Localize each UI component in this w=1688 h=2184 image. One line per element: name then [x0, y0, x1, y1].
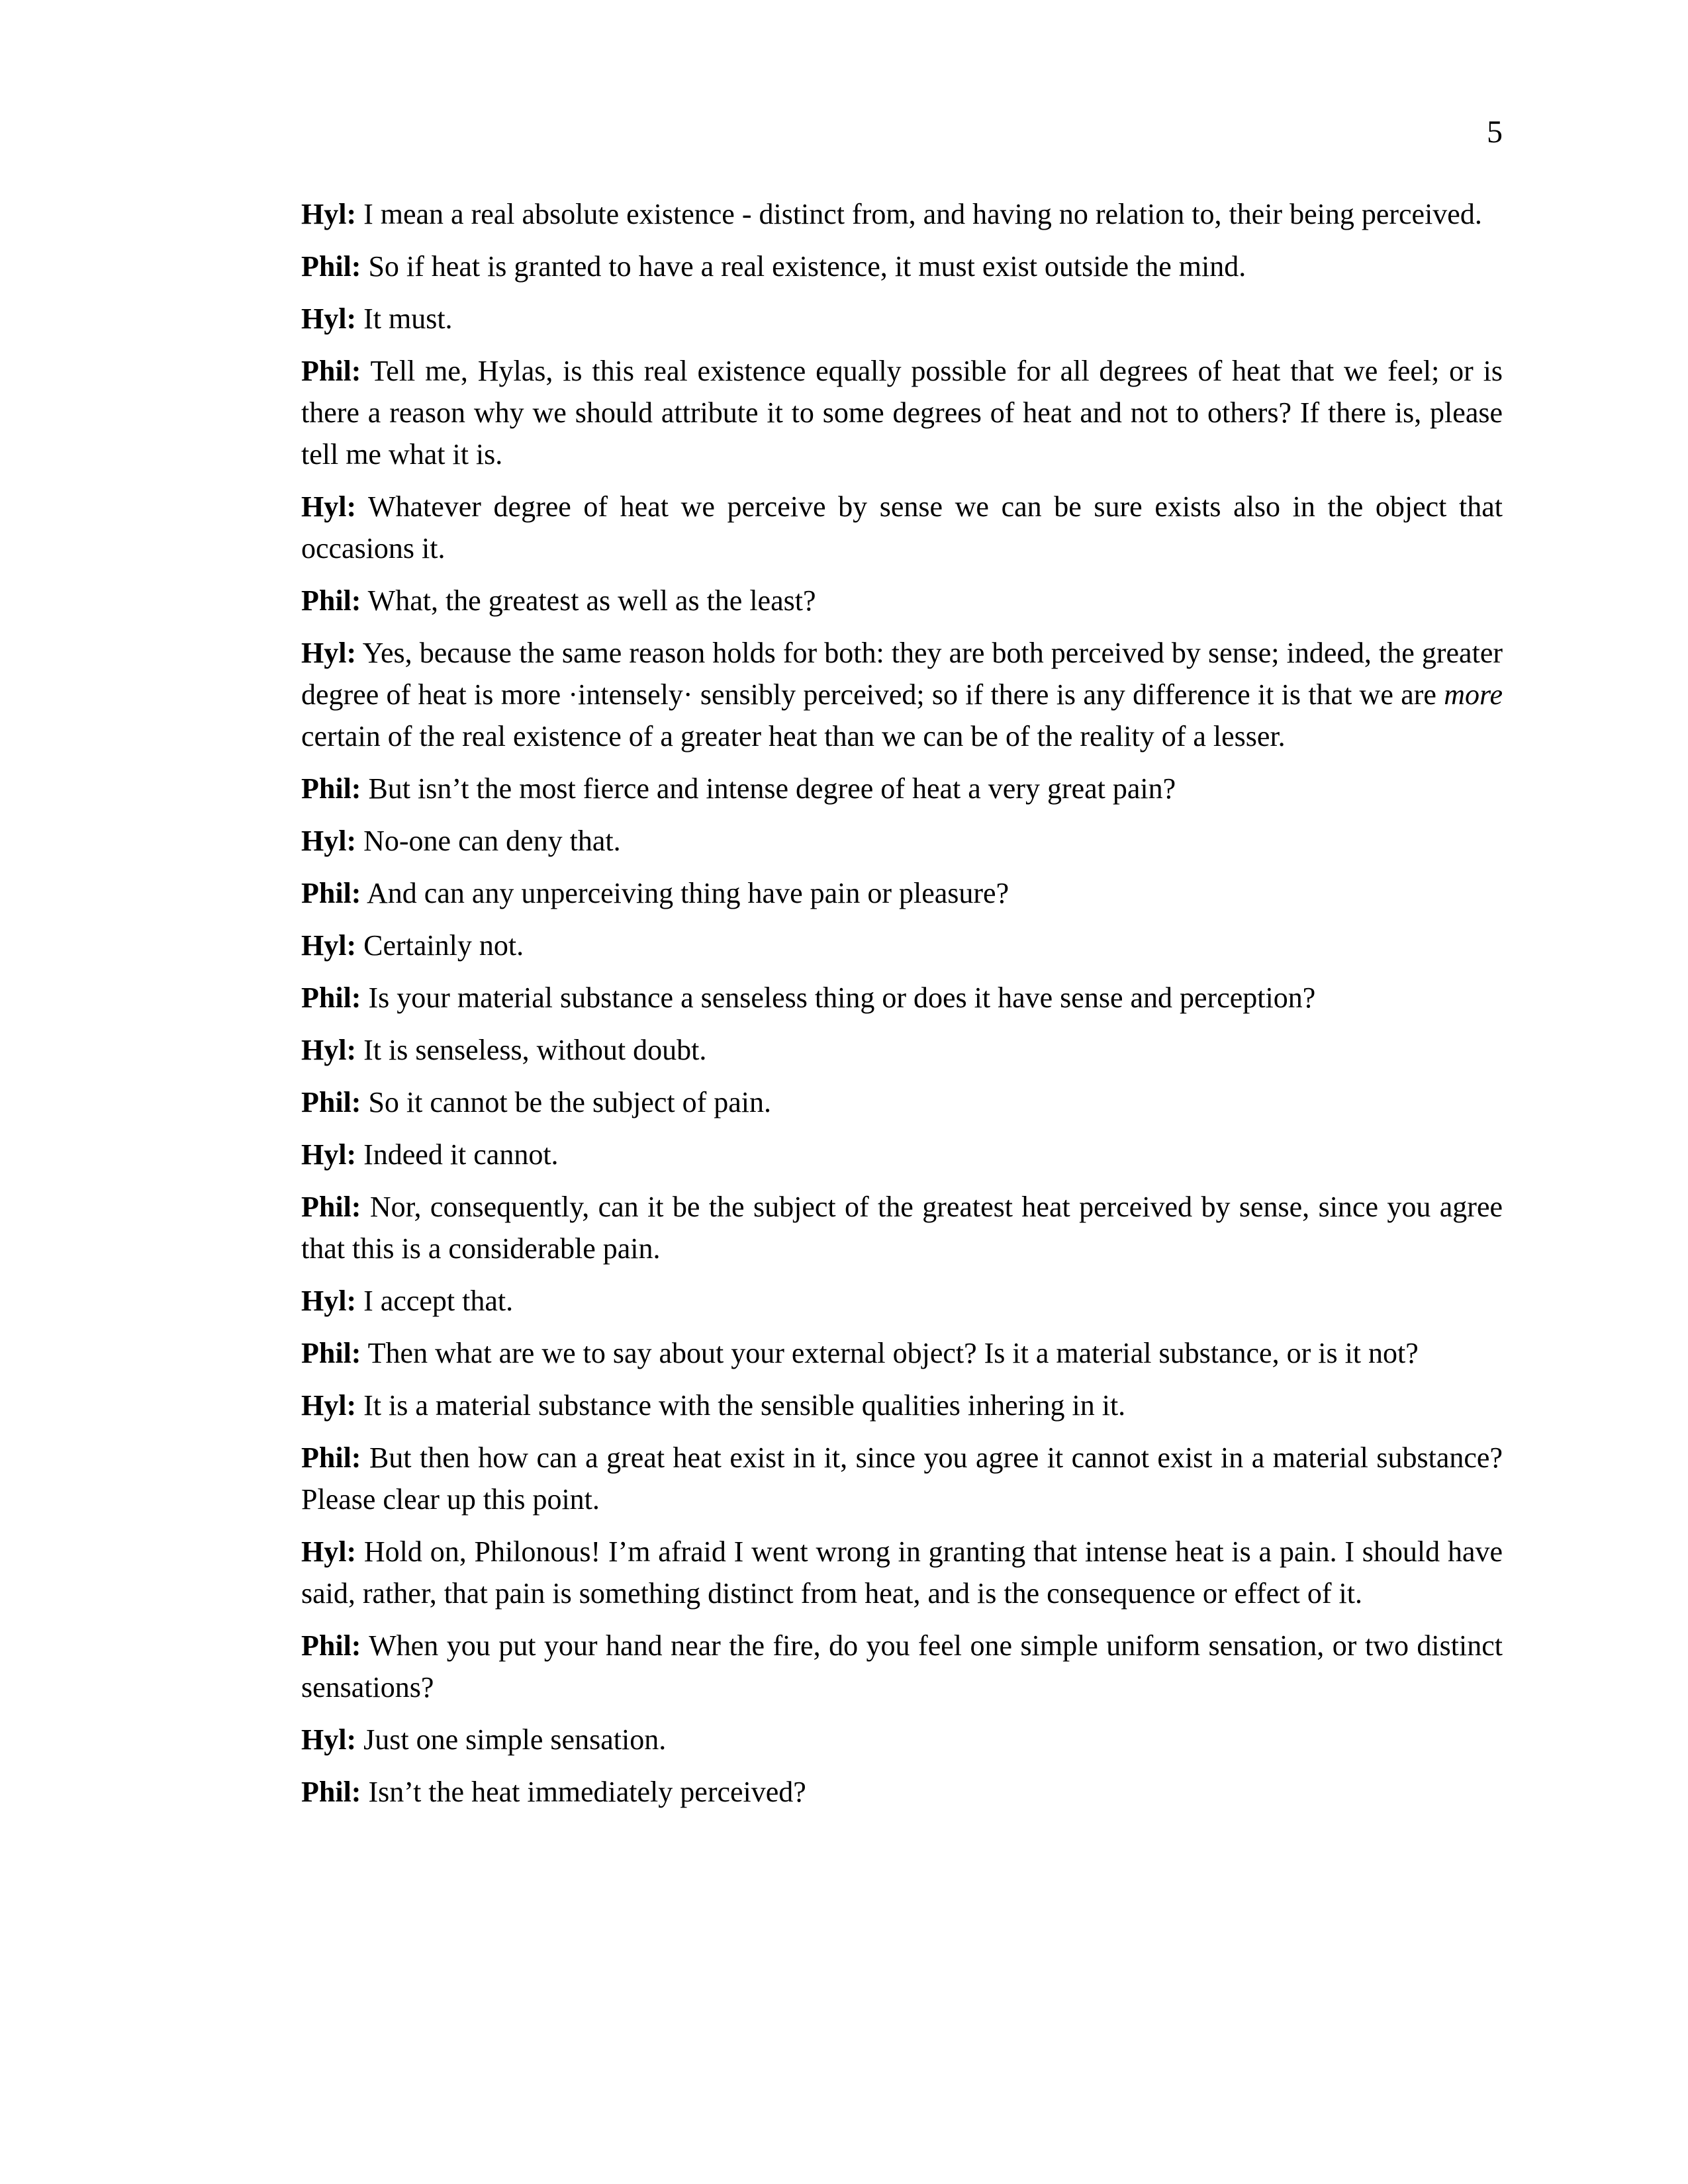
dialogue-paragraph	[301, 1280, 1503, 1322]
dialogue-paragraph	[301, 925, 1503, 966]
dialogue-paragraph	[301, 768, 1503, 809]
speaker-label: Phil:	[301, 877, 361, 909]
dialogue-paragraph	[301, 1385, 1503, 1426]
dialogue-text: So it cannot be the subject of pain.	[368, 1086, 771, 1118]
speaker-label: Phil:	[301, 1086, 361, 1118]
dialogue-paragraph	[301, 977, 1503, 1019]
speaker-label: Hyl:	[301, 1535, 357, 1568]
dialogue-paragraph	[301, 1531, 1503, 1614]
dialogue-paragraph	[301, 1186, 1503, 1269]
dialogue-paragraph	[301, 1332, 1503, 1374]
dialogue-paragraph	[301, 1029, 1503, 1071]
dialogue-text: Hold on, Philonous! I’m afraid I went wrong in granting that intense heat is a pain. I should have said, rather, that pain is something distinct from heat, and is the consequence or effect of it.	[301, 1535, 1503, 1610]
dialogue-paragraph	[301, 1625, 1503, 1708]
speaker-label: Phil:	[301, 1629, 361, 1662]
dialogue-text: Is your material substance a senseless thing or does it have sense and perception?	[368, 981, 1316, 1014]
dialogue-paragraph	[301, 350, 1503, 475]
speaker-label: Hyl:	[301, 490, 357, 523]
speaker-label: Hyl:	[301, 1285, 357, 1317]
dialogue-text: Just one simple sensation.	[363, 1723, 667, 1756]
speaker-label: Phil:	[301, 1441, 361, 1474]
dialogue-text: Whatever degree of heat we perceive by sense we can be sure exists also in the object that occasions it.	[301, 490, 1503, 565]
speaker-label: Hyl:	[301, 198, 357, 230]
dialogue-paragraph	[301, 298, 1503, 340]
dialogue-content	[301, 193, 1503, 1823]
speaker-label: Phil:	[301, 355, 361, 387]
speaker-label: Hyl:	[301, 1034, 357, 1066]
dialogue-paragraph	[301, 1437, 1503, 1520]
dialogue-paragraph	[301, 820, 1503, 862]
dialogue-text: Then what are we to say about your external object? Is it a material substance, or is it not?	[367, 1337, 1419, 1369]
dialogue-text: So if heat is granted to have a real existence, it must exist outside the mind.	[368, 250, 1246, 283]
dialogue-text: Tell me, Hylas, is this real existence equally possible for all degrees of heat that we feel; or is there a reason why we should attribute it to some degrees of heat and not to others? If there is, please tell me what it is.	[301, 355, 1503, 471]
speaker-label: Hyl:	[301, 1723, 357, 1756]
speaker-label: Hyl:	[301, 929, 357, 962]
speaker-label: Phil:	[301, 250, 361, 283]
page-number: 5	[1487, 114, 1503, 150]
dialogue-text: It must.	[363, 302, 453, 335]
dialogue-paragraph	[301, 246, 1503, 287]
dialogue-text: Yes, because the same reason holds for both: they are both perceived by sense; indeed, the greater degree of heat is more ·intensely· sensibly perceived; so if there is any difference it is that we are	[301, 637, 1503, 711]
dialogue-text: When you put your hand near the fire, do you feel one simple uniform sensation, or two distinct sensations?	[301, 1629, 1503, 1704]
dialogue-paragraph	[301, 632, 1503, 757]
dialogue-text: But then how can a great heat exist in it, since you agree it cannot exist in a material substance? Please clear up this point.	[301, 1441, 1503, 1516]
dialogue-text: It is a material substance with the sensible qualities inhering in it.	[363, 1389, 1126, 1422]
dialogue-paragraph	[301, 1719, 1503, 1760]
speaker-label: Hyl:	[301, 637, 357, 669]
dialogue-paragraph	[301, 1134, 1503, 1175]
dialogue-paragraph	[301, 193, 1503, 235]
dialogue-paragraph	[301, 1771, 1503, 1813]
dialogue-text: Isn’t the heat immediately perceived?	[368, 1776, 806, 1808]
dialogue-text: What, the greatest as well as the least?	[367, 584, 816, 617]
dialogue-text: And can any unperceiving thing have pain or pleasure?	[367, 877, 1009, 909]
dialogue-paragraph	[301, 872, 1503, 914]
speaker-label: Hyl:	[301, 1138, 357, 1171]
dialogue-text: Indeed it cannot.	[363, 1138, 559, 1171]
speaker-label: Phil:	[301, 981, 361, 1014]
dialogue-paragraph	[301, 580, 1503, 621]
speaker-label: Phil:	[301, 1776, 361, 1808]
speaker-label: Phil:	[301, 1337, 361, 1369]
speaker-label: Hyl:	[301, 302, 357, 335]
speaker-label: Phil:	[301, 1191, 361, 1223]
dialogue-text: I accept that.	[363, 1285, 514, 1317]
dialogue-text: It is senseless, without doubt.	[363, 1034, 707, 1066]
dialogue-text: Nor, consequently, can it be the subject of the greatest heat perceived by sense, since you agree that this is a considerable pain.	[301, 1191, 1503, 1265]
dialogue-text: certain of the real existence of a greater heat than we can be of the reality of a lesser.	[301, 720, 1286, 752]
speaker-label: Phil:	[301, 584, 361, 617]
speaker-label: Hyl:	[301, 825, 357, 857]
dialogue-text: I mean a real absolute existence - distinct from, and having no relation to, their being perceived.	[363, 198, 1482, 230]
dialogue-paragraph	[301, 1081, 1503, 1123]
dialogue-text: more	[1444, 678, 1503, 711]
speaker-label: Hyl:	[301, 1389, 357, 1422]
dialogue-paragraph	[301, 486, 1503, 569]
dialogue-text: No-one can deny that.	[363, 825, 621, 857]
dialogue-text: Certainly not.	[363, 929, 524, 962]
speaker-label: Phil:	[301, 772, 361, 805]
dialogue-text: But isn’t the most fierce and intense degree of heat a very great pain?	[368, 772, 1176, 805]
